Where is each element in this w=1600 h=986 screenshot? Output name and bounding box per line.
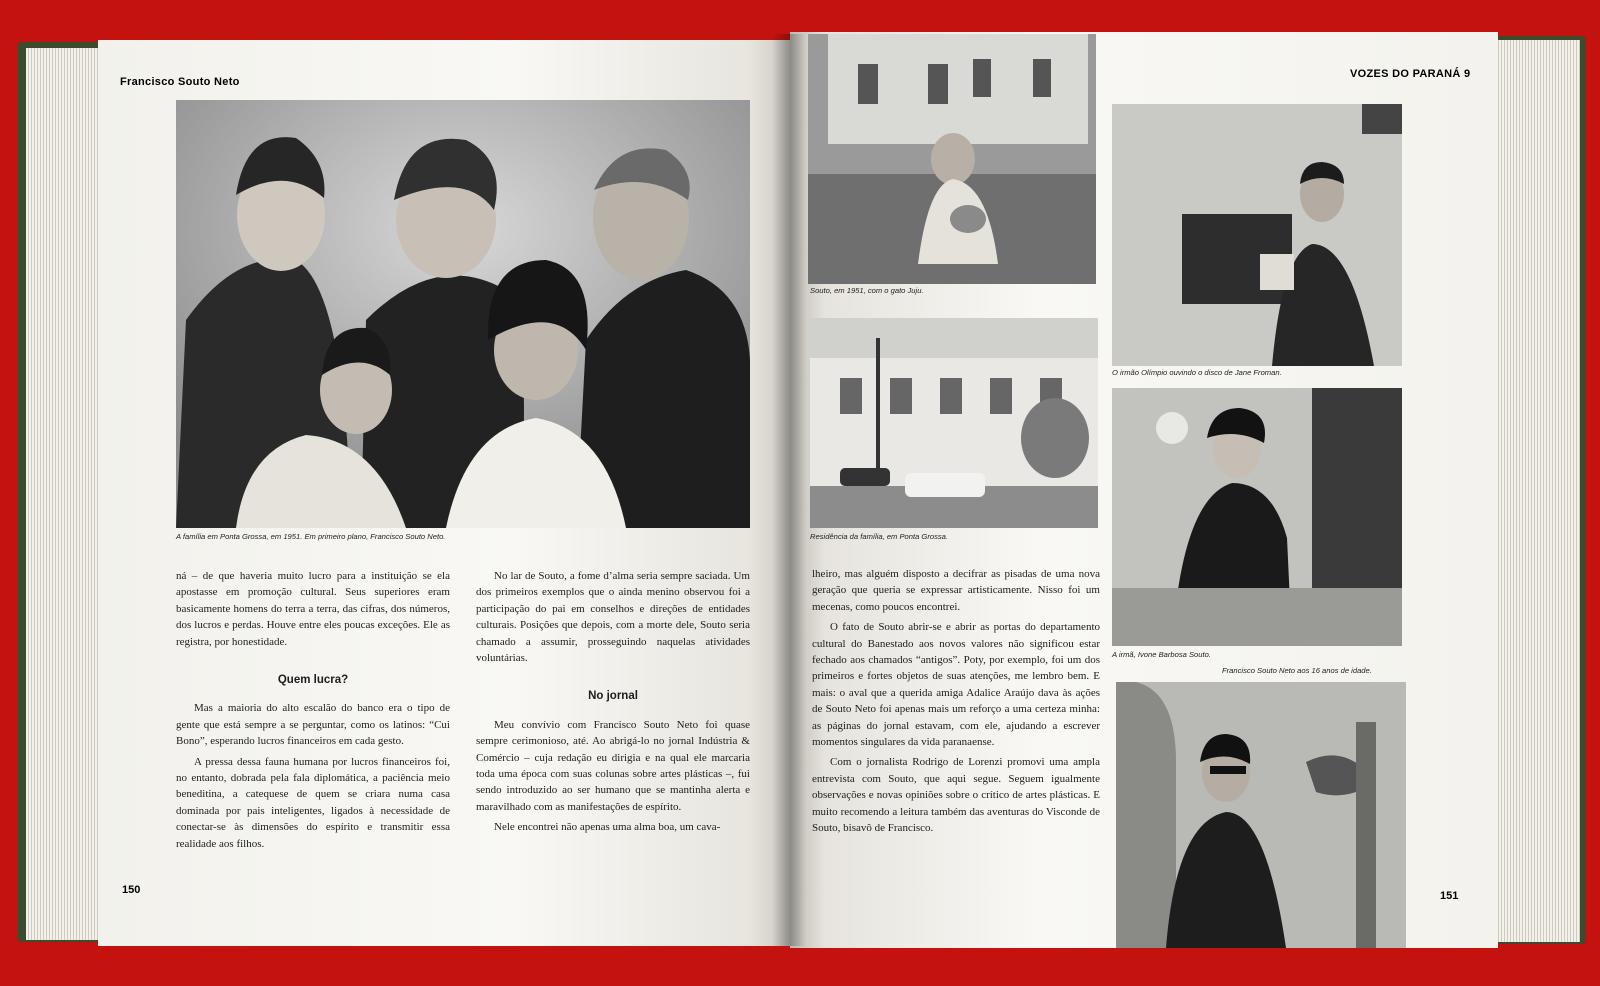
running-head-right: VOZES DO PARANÁ 9 bbox=[1350, 68, 1471, 80]
paragraph: Nele encontrei não apenas uma alma boa, um cava- bbox=[494, 821, 721, 834]
right-column bbox=[812, 566, 1100, 837]
book-gutter-shadow bbox=[772, 34, 806, 946]
paragraph: Meu convívio com Francisco Souto Neto foi quase sempre cerimonioso, até. Ao abrigá-lo no jornal Indústria & Comércio – cuja redação eu dirigia e na qual ele marcaria toda uma época com suas colunas sobre artes plásticas –, fui sendo introduzido ao ser humano que se mantinha alerta e maravilhado com as manifestações de espírito. bbox=[476, 718, 750, 813]
photo-family-residence bbox=[810, 318, 1098, 528]
left-page bbox=[98, 40, 790, 946]
paragraph: lheiro, mas alguém disposto a decifrar as pisadas de uma nova geração que queria se expressar artisticamente. Nisso foi um mecenas, como poucos encontrei. bbox=[812, 568, 1100, 613]
family-photo-caption: A família em Ponta Grossa, em 1951. Em primeiro plano, Francisco Souto Neto. bbox=[176, 532, 446, 541]
caption-boy-with-cat: Souto, em 1951, com o gato Juju. bbox=[810, 286, 924, 295]
family-photo bbox=[176, 100, 750, 528]
caption-olimpio: O irmão Olímpio ouvindo o disco de Jane Froman. bbox=[1112, 368, 1282, 377]
page-number-right: 151 bbox=[1440, 890, 1459, 902]
paragraph: No lar de Souto, a fome d’alma seria sempre saciada. Um dos primeiros exemplos que o ainda menino observou foi a participação do pai em conselhos e direções de entidades culturais. Posições que depois, com a morte dele, Souto seria chamado a assumir, prosseguindo naquelas atividades voluntárias. bbox=[476, 570, 750, 665]
running-head-left: Francisco Souto Neto bbox=[120, 76, 240, 88]
paragraph: ná – de que haveria muito lucro para a instituição se ela apostasse em promoção cultural. Seus superiores eram basicamente homens do terra a terra, das cifras, dos números, dos lucros e perdas. Houve entre eles poucas exceções. Ele as registra, por honestidade. bbox=[176, 570, 450, 648]
right-page bbox=[790, 32, 1498, 948]
paragraph: Mas a maioria do alto escalão do banco era o tipo de gente que está sempre a se perguntar, como os latinos: “Cui Bono”, esperando lucros financeiros em cada gesto. bbox=[176, 702, 450, 748]
page-number-left: 150 bbox=[122, 884, 141, 896]
caption-residence: Residência da família, em Ponta Grossa. bbox=[810, 532, 949, 541]
photo-francisco-16 bbox=[1116, 682, 1406, 948]
paragraph: A pressa dessa fauna humana por lucros financeiros foi, no entanto, dobrada pela fala diplomática, a paciência meio beneditina, a catequese de quem se criara numa casa dominada por pais inteligentes, ligados à necessidade de conectar-se às dimensões do espírito e transmitir essa realidade aos filhos. bbox=[176, 755, 450, 850]
page-edges-left bbox=[26, 48, 106, 940]
caption-francisco-16: Francisco Souto Neto aos 16 anos de idade. bbox=[1222, 666, 1372, 675]
section-heading-quem-lucra: Quem lucra? bbox=[277, 674, 349, 687]
left-column-2 bbox=[476, 568, 750, 836]
caption-ivone: A irmã, Ivone Barbosa Souto. bbox=[1112, 650, 1211, 659]
photo-ivone bbox=[1112, 388, 1402, 646]
page-edges-right bbox=[1496, 40, 1580, 942]
section-heading-no-jornal: No jornal bbox=[588, 690, 638, 703]
photo-olimpio-listening bbox=[1112, 104, 1402, 366]
left-column-1 bbox=[176, 568, 450, 852]
paragraph: Com o jornalista Rodrigo de Lorenzi promovi uma ampla entrevista com Souto, que aqui segue. Seguem igualmente observações e novas opiniões sobre o crítico de artes plásticas. E muito recomendo a leitura também das aventuras do Visconde de Souto, bisavô de Francisco. bbox=[812, 756, 1100, 835]
photo-boy-with-cat bbox=[808, 34, 1096, 284]
paragraph: O fato de Souto abrir-se e abrir as portas do departamento cultural do Banestado aos novos valores não significou estar fechado aos chamados “antigos”. Poty, por exemplo, foi um dos primeiros e fortes objetos de suas atenções, me lembro bem. E mais: o aval que a querida amiga Adalice Araújo dava às ações de Souto Neto foi apenas mais um reforço a uma certeza minha: as páginas do jornal estavam, com ele, ajudando a escrever momentos singulares da vida paranaense. bbox=[812, 621, 1100, 749]
